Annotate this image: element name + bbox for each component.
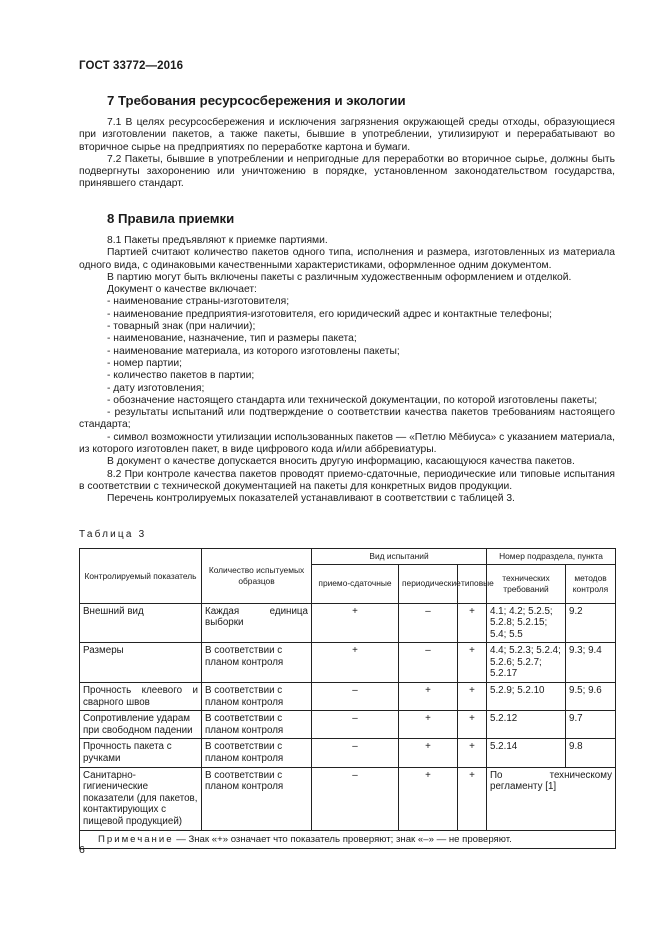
cell-periodic: – (399, 603, 458, 643)
standard-header: ГОСТ 33772—2016 (79, 60, 184, 72)
cell-periodic: + (399, 683, 458, 711)
cell-requirements: 5.2.14 (487, 739, 566, 767)
table-3 (79, 548, 616, 849)
cell-periodic: + (399, 711, 458, 739)
header-methods: методов контроля (566, 564, 616, 603)
cell-indicator: Санитарно-гигиенические показатели (для пакетов, контактирующих с пищевой продукцией) (80, 767, 202, 830)
header-test-types: Вид испытаний (312, 549, 487, 565)
cell-acceptance: – (312, 711, 399, 739)
table-note-row (80, 830, 616, 849)
cell-periodic: – (399, 643, 458, 683)
table-caption: Таблица 3 (79, 529, 147, 540)
section-7-body (79, 117, 615, 191)
header-subsection: Номер подраздела, пункта (487, 549, 616, 565)
paragraph-8-1: 8.1 Пакеты предъявляют к приемке партиями. (107, 235, 328, 246)
cell-methods: 9.5; 9.6 (566, 683, 616, 711)
paragraph-8-2: 8.2 При контроле качества пакетов проводят приемо-сдаточные, периодические или типовые испытания в соответствии с технической документацией на пакеты для конкретных видов продукции. (79, 468, 615, 492)
cell-methods: 9.7 (566, 711, 616, 739)
header-acceptance: приемо-сдаточные (312, 564, 399, 603)
cell-samples: В соответствии с планом контроля (202, 683, 312, 711)
cell-samples: В соответствии с планом контроля (202, 711, 312, 739)
header-samples: Количество испытуемых образцов (202, 549, 312, 604)
cell-methods: 9.8 (566, 739, 616, 767)
cell-indicator: Внешний вид (80, 603, 202, 643)
header-type-tests: типовые (458, 564, 487, 603)
paragraph-7-1: 7.1 В целях ресурсосбережения и исключения загрязнения окружающей среды отходы, образующиеся при изготовлении пакетов, а также пакеты, бывшие в употреблении, утилизируют и перерабатывают во вторичное сырье на предприятиях по переработке картона и бумаги. (79, 117, 615, 153)
cell-type: + (458, 767, 487, 830)
list-item: - обозначение настоящего стандарта или технической документации, по которой изготовлены пакеты; (107, 394, 598, 406)
paragraph-batch-design: В партию могут быть включены пакеты с различным художественным оформлением и отделкой. (107, 271, 572, 283)
cell-acceptance: – (312, 739, 399, 767)
cell-indicator: Прочность пакета с ручками (80, 739, 202, 767)
cell-samples: В соответствии с планом контроля (202, 767, 312, 830)
cell-samples: В соответствии с планом контроля (202, 643, 312, 683)
cell-type: + (458, 643, 487, 683)
table-row (80, 643, 616, 683)
cell-requirements: По техническому регламенту [1] (487, 767, 616, 830)
cell-requirements: 5.2.12 (487, 711, 566, 739)
paragraph-batch: Партией считают количество пакетов одного типа, исполнения и размера, изготовленных из материала одного вида, с одинаковыми качественными характеристиками, оформленное одним документом. (79, 247, 615, 271)
table-row (80, 683, 616, 711)
cell-type: + (458, 739, 487, 767)
table-row (80, 603, 616, 643)
list-item: - количество пакетов в партии; (107, 370, 255, 382)
cell-samples: Каждая единица выборки (202, 603, 312, 643)
table-row (80, 739, 616, 767)
cell-periodic: + (399, 739, 458, 767)
cell-methods: 9.2 (566, 603, 616, 643)
section-8-body (79, 235, 615, 506)
table-header-row (80, 549, 616, 565)
header-indicator: Контролируемый показатель (80, 549, 202, 604)
cell-periodic: + (399, 767, 458, 830)
table-note (80, 830, 616, 849)
header-periodic: периодические (399, 564, 458, 603)
cell-indicator: Размеры (80, 643, 202, 683)
cell-type: + (458, 603, 487, 643)
section-8-title: 8 Правила приемки (107, 211, 235, 226)
cell-methods: 9.3; 9.4 (566, 643, 616, 683)
cell-type: + (458, 711, 487, 739)
paragraph-indicators: Перечень контролируемых показателей устанавливают в соответствии с таблицей 3. (107, 493, 515, 505)
paragraph-7-2: 7.2 Пакеты, бывшие в употреблении и непригодные для переработки во вторичное сырье, должны быть подвергнуты захоронению или уничтожению в порядке, установленном законодательством государства, принявшего стандарт. (79, 153, 615, 190)
list-item: - дату изготовления; (107, 382, 205, 394)
paragraph-other-info: В документ о качестве допускается вносить другую информацию, касающуюся качества пакетов. (107, 456, 575, 468)
cell-acceptance: + (312, 603, 399, 643)
cell-type: + (458, 683, 487, 711)
header-requirements: технических требований (487, 564, 566, 603)
list-item: - символ возможности утилизации использованных пакетов — «Петлю Мёбиуса» с указанием материала, из которого изготовлен пакет, в виде цифрового кода и/или аббревиатуры. (79, 431, 615, 456)
cell-indicator: Сопротивление ударам при свободном падении (80, 711, 202, 739)
list-item: - наименование, назначение, тип и размеры пакета; (107, 333, 357, 345)
page-number: 6 (79, 844, 85, 856)
cell-samples: В соответствии с планом контроля (202, 739, 312, 767)
note-label: Примечание (98, 833, 174, 845)
table-row (80, 711, 616, 739)
note-text: — Знак «+» означает что показатель проверяют; знак «–» — не проверяют. (176, 833, 512, 845)
cell-acceptance: – (312, 683, 399, 711)
list-item: - наименование предприятия-изготовителя, его юридический адрес и контактные телефоны; (107, 308, 552, 320)
section-7-title: 7 Требования ресурсосбережения и экологии (107, 93, 406, 108)
list-item: - наименование материала, из которого изготовлены пакеты; (107, 345, 400, 357)
cell-requirements: 4.4; 5.2.3; 5.2.4; 5.2.6; 5.2.7; 5.2.17 (487, 643, 566, 683)
cell-requirements: 4.1; 4.2; 5.2.5; 5.2.8; 5.2.15; 5.4; 5.5 (487, 603, 566, 643)
list-item: - номер партии; (107, 357, 182, 369)
list-item: - результаты испытаний или подтверждение о соответствии качества пакетов требованиям настоящего стандарта; (79, 407, 615, 431)
table-row (80, 767, 616, 830)
cell-requirements: 5.2.9; 5.2.10 (487, 683, 566, 711)
list-item: - товарный знак (при наличии); (107, 321, 256, 333)
paragraph-quality-doc: Документ о качестве включает: (107, 284, 257, 296)
cell-acceptance: + (312, 643, 399, 683)
cell-indicator: Прочность клеевого и сварного швов (80, 683, 202, 711)
list-item: - наименование страны-изготовителя; (107, 296, 290, 308)
cell-acceptance: – (312, 767, 399, 830)
